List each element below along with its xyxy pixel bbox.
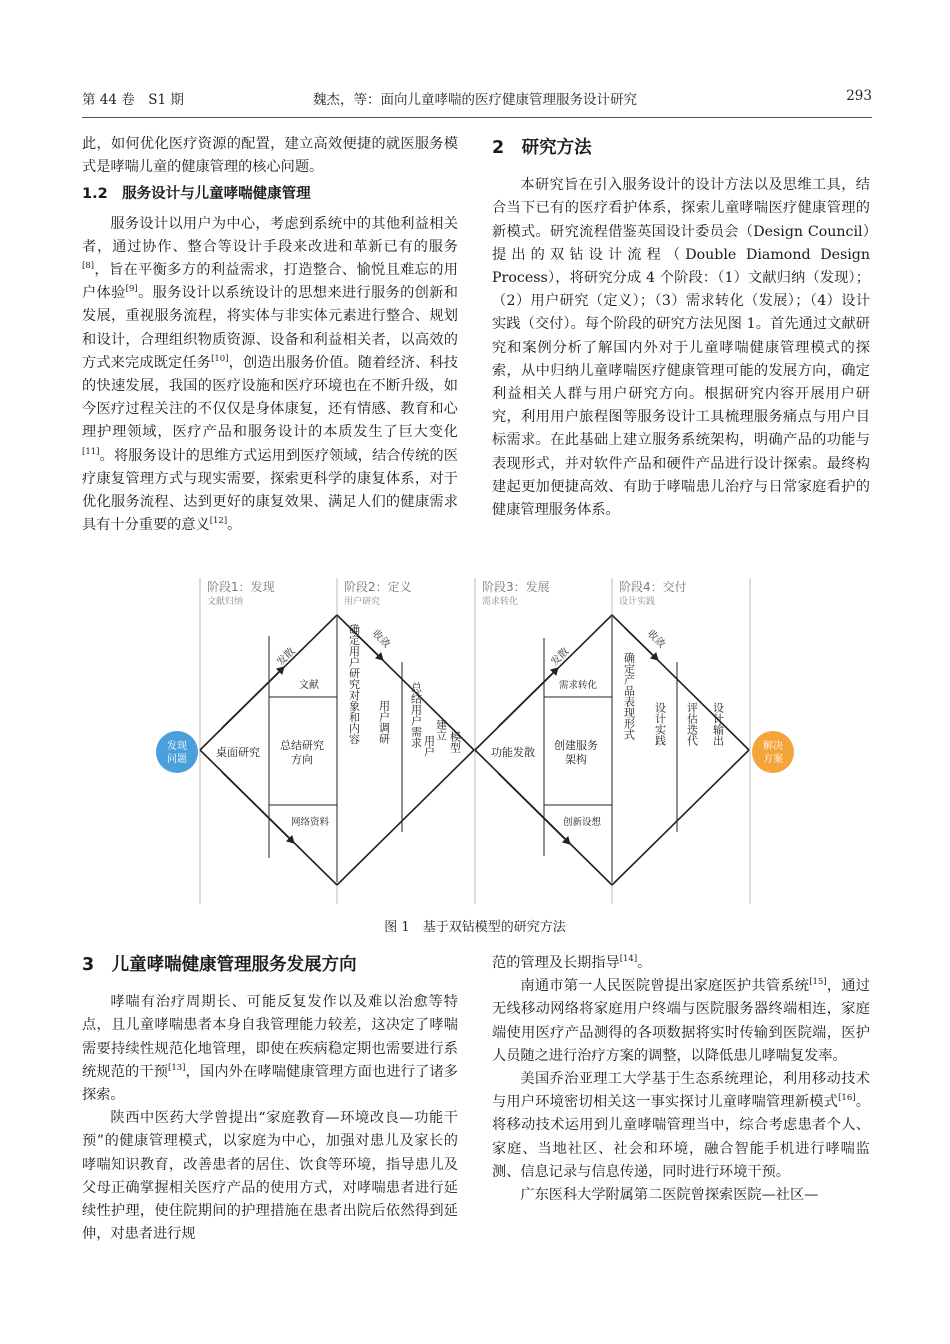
journal-volume: 第 44 卷 S1 期 — [82, 92, 184, 108]
text-segment: 。将服务设计的思维方式运用到医疗领域，结合传统的医疗康复管理方式与现实需要，探索更科学的康复体系，对于优化服务流程、达到更好的康复效果、满足人们的健康需求具有十分重要的意义 — [82, 447, 458, 534]
citation: [12] — [209, 516, 228, 527]
citation: [16] — [838, 1093, 856, 1104]
paragraph-continuation: 此，如何优化医疗资源的配置，建立高效便捷的就医服务模式是哮喘儿童的健康管理的核心问题。 — [82, 136, 458, 176]
stage-4-subtitle: 设计实践 — [619, 597, 656, 607]
paragraph-guangdong: 广东医科大学附属第二医院曾探索医院—社区— — [520, 1187, 819, 1204]
design-output-label: 设计输出 — [711, 702, 725, 746]
double-diamond-figure — [150, 572, 800, 910]
citation: [9] — [125, 284, 138, 295]
summary-direction-line2: 方向 — [291, 753, 313, 766]
converge-label-1: 收敛 — [369, 628, 392, 651]
paragraph-shaanxi-continued — [492, 952, 870, 975]
page-number: 293 — [846, 88, 872, 104]
web-data-label: 网络资料 — [290, 817, 330, 828]
end-circle — [752, 731, 794, 773]
define-product-label: 确定产品表现形式 — [622, 652, 636, 740]
citation: [8] — [82, 261, 95, 272]
left-column-upper — [82, 133, 458, 537]
innovation-label: 创新设想 — [562, 817, 602, 828]
section-heading-2: 2 研究方法 — [492, 138, 592, 158]
paragraph-georgia-tech — [492, 1068, 870, 1184]
converge-label-2: 收敛 — [644, 628, 667, 651]
subsection-heading-1-2: 1.2 服务设计与儿童哮喘健康管理 — [82, 186, 311, 203]
define-target-label: 确定用户研究对象和内容 — [347, 623, 361, 745]
summary-direction-line1: 总结研究 — [280, 739, 324, 752]
user-research-label: 用户调研 — [377, 700, 391, 744]
right-column-upper — [492, 137, 870, 522]
user-model-label-3: 模型 — [448, 731, 462, 753]
text-segment: ，通过无线移动网络将家庭用户终端与医院服务器终端相连，家庭端使用医疗产品测得的各项数据将实时传输到医院端，医护人员随之进行治疗方案的调整，以降低患儿哮喘复发率。 — [492, 978, 870, 1064]
diverge-label-1: 发散 — [275, 646, 298, 669]
paragraph-asthma-features — [82, 991, 458, 1107]
user-model-label-2: 用户 — [422, 735, 436, 757]
stage-2-title: 阶段2：定义 — [344, 580, 412, 594]
diverge-label-2: 发散 — [549, 646, 572, 669]
diverge-arrow-1b — [222, 772, 294, 843]
paragraph-nantong — [492, 975, 870, 1068]
summary-needs-label: 总结用户需求 — [409, 682, 423, 748]
stage-1-subtitle: 文献归纳 — [207, 597, 244, 607]
start-label-line1: 发现 — [167, 741, 187, 752]
citation: [15] — [809, 977, 827, 988]
figure-caption: 图 1 基于双钻模型的研究方法 — [384, 920, 566, 935]
stage-3-subtitle: 需求转化 — [482, 597, 519, 607]
paragraph-research-method: 本研究旨在引入服务设计的设计方法以及思维工具，结合当下已有的医疗看护体系，探索儿童哮喘医疗健康管理的新模式。研究流程借鉴英国设计委员会（Design Council）提出的双钻设计流程（Double Diamond Design Process），将研究分成 4 个阶段：（1）文献归纳（发现）；（2）用户研究（定义）；（3）需求转化（发展）；（4）设计实践（交付）。每个阶段的研究方法见图 1。首先通过文献研究和案例分析了解国内外对于儿童哮喘健康管理模式的探索，从中归纳儿童哮喘医疗健康管理可能的发展方向，确定利益相关人群与用户研究方向。根据研究内容开展用户研究，利用用户旅程图等服务设计工具梳理服务痛点与用户目标需求。在此基础上建立服务系统架构，明确产品的功能与表现形式，并对软件产品和硬件产品进行设计探索。最终构建起更加便捷高效、有助于哮喘患儿治疗与日常家庭看护的健康管理服务体系。 — [492, 177, 870, 519]
text-segment: ，国内外在哮喘健康管理方面也进行了诸多探索。 — [82, 1063, 458, 1104]
literature-label: 文献 — [299, 680, 319, 691]
citation: [11] — [82, 446, 100, 457]
desk-research-label: 桌面研究 — [216, 746, 260, 759]
text-segment: ，创造出服务价值。随着经济、科技的快速发展，我国的医疗设施和医疗环境也在不断升级，如今医疗过程关注的不仅仅是身体康复，还有情感、教育和心理护理领域，医疗产品和服务设计的本质发生了巨大变化 — [82, 354, 458, 441]
design-practice-label: 设计实践 — [653, 702, 667, 746]
right-column-lower — [492, 952, 870, 1207]
text-segment: 范的管理及长期指导 — [492, 955, 620, 971]
section-heading-3: 3 儿童哮喘健康管理服务发展方向 — [82, 955, 357, 975]
text-segment: 。将移动技术运用到儿童哮喘管理当中，综合考虑患者个人、家庭、当地社区、社会和环境，融合智能手机进行哮喘监测、信息记录与信息传递，同时进行环境干预。 — [492, 1094, 870, 1180]
text-segment: 服务设计以用户为中心，考虑到系统中的其他利益相关者，通过协作、整合等设计手段来改进和革新已有的服务 — [82, 215, 458, 255]
text-segment: ，旨在平衡多方的利益需求，打造整合、愉悦且难忘的用户体验 — [82, 262, 458, 302]
header-rule — [82, 117, 872, 118]
citation: [14] — [619, 954, 638, 964]
paragraph-shaanxi: 陕西中医药大学曾提出“家庭教育—环境改良—功能干预”的健康管理模式，以家庭为中心，加强对患儿及家长的哮喘知识教育，改善患者的居住、饮食等环境，指导患儿及父母正确掌握相关医疗产品的使用方式，对哮喘患者进行延续性护理，使住院期间的护理措施在患者出院后依然得到延伸，对患者进行规 — [82, 1110, 458, 1243]
user-model-label-1: 建立 — [434, 719, 448, 741]
citation: [13] — [168, 1062, 186, 1073]
text-segment: 美国乔治亚理工大学基于生态系统理论，利用移动技术与用户环境密切相关这一事实探讨儿童哮喘管理新模式 — [492, 1071, 870, 1111]
text-segment: 南通市第一人民医院曾提出家庭医护共管系统 — [520, 978, 810, 995]
stage-3-title: 阶段3：发展 — [482, 580, 550, 594]
start-circle — [156, 731, 198, 773]
stage-2-subtitle: 用户研究 — [344, 597, 381, 607]
diverge-arrow-2b — [498, 773, 570, 844]
left-column-lower — [82, 954, 458, 1246]
needs-transform-label: 需求转化 — [558, 680, 598, 691]
build-service-line2: 架构 — [565, 753, 587, 766]
function-diverge-label: 功能发散 — [491, 746, 535, 759]
text-segment: 。 — [637, 955, 652, 971]
running-title: 魏杰，等：面向儿童哮喘的医疗健康管理服务设计研究 — [313, 92, 637, 108]
start-label-line2: 问题 — [167, 754, 187, 765]
stage-4-title: 阶段4：交付 — [619, 580, 687, 594]
text-segment: 。服务设计以系统设计的思想来进行服务的创新和发展，重视服务流程，将实体与非实体元素进行整合、规划和设计，合理组织物质资源、设备和利益相关者，以高效的方式来完成既定任务 — [82, 285, 458, 371]
text-segment: 哮喘有治疗周期长、可能反复发作以及难以治愈等特点，且儿童哮喘患者本身自我管理能力较差，这决定了哮喘需要持续性规范化地管理，即使在疾病稳定期也需要进行系统规范的干预 — [82, 994, 458, 1080]
paragraph-service-design — [82, 213, 458, 538]
evaluate-label: 评估迭代 — [685, 702, 699, 746]
citation: [10] — [211, 353, 229, 364]
text-segment: 。 — [227, 517, 242, 534]
end-label-line1: 解决 — [763, 741, 783, 752]
build-service-line1: 创建服务 — [554, 739, 598, 752]
end-label-line2: 方案 — [763, 754, 783, 765]
stage-1-title: 阶段1：发现 — [207, 580, 275, 594]
